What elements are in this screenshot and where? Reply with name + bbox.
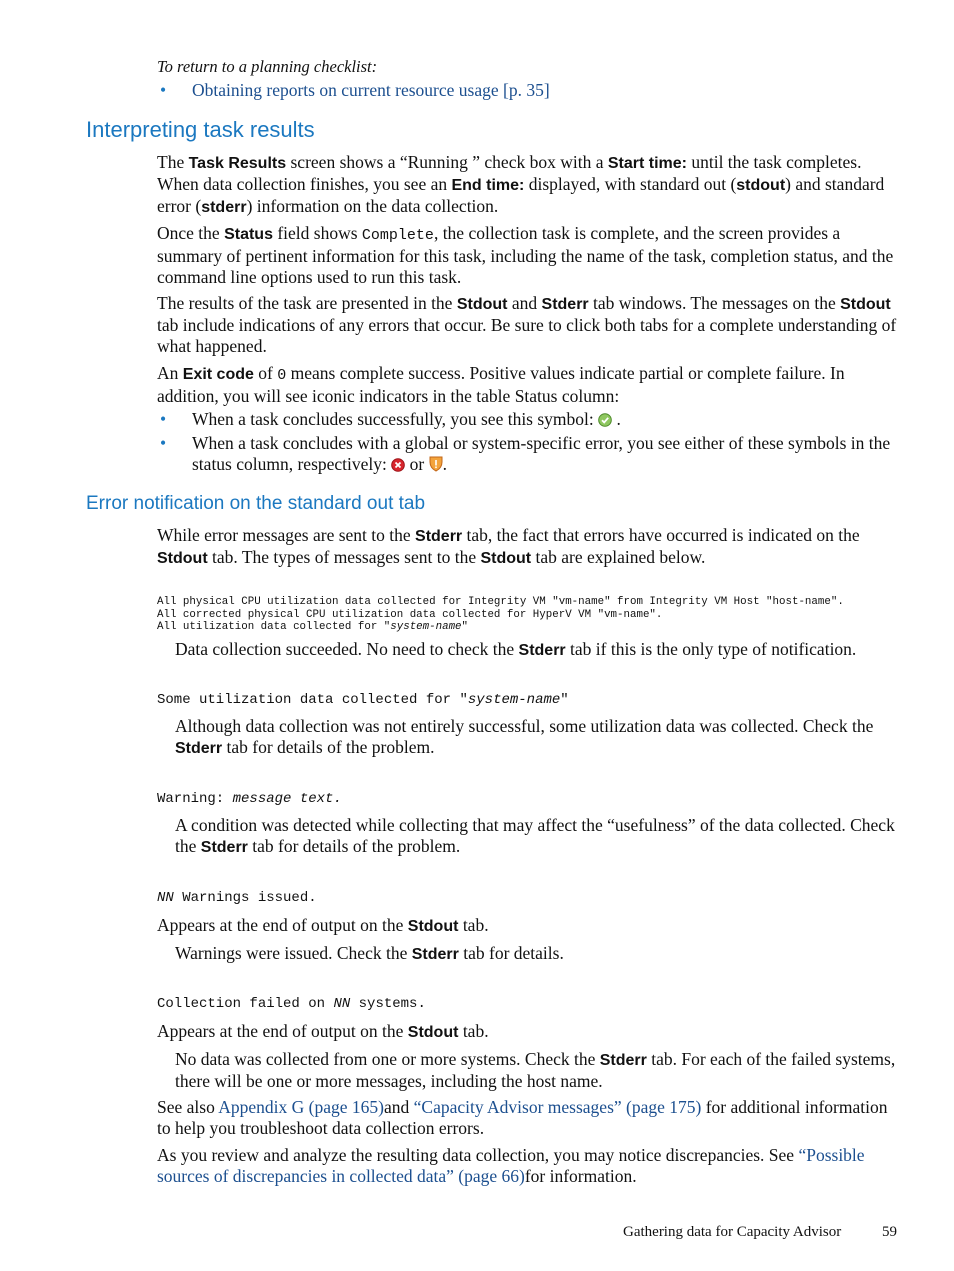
discrepancies-link[interactable]: “Possible sources of discrepancies in collected data” (page 66) [157,1145,865,1186]
code-block-success: All physical CPU utilization data collected for Integrity VM "vm-name" from Integrity VM Host "host-name". All corrected physical CPU utilization data collected for HyperV VM "vm-name". All utilization data collected for "system-name" [157,596,844,633]
paragraph-status: Once the Status field shows Complete, the collection task is complete, and the screen provides a summary of pertinent information for this task, including the name of the task, completion status, and the command line options used to run this task. [157,223,894,287]
note-collection-failed: Appears at the end of output on the Stdout tab. [157,1021,489,1041]
return-label: To return to a planning checklist: [157,57,378,76]
description-warning: A condition was detected while collecting that may affect the “usefulness” of the data collected. Check the Stderr tab for details of the problem. [175,815,895,856]
description-collection-failed: No data was collected from one or more systems. Check the Stderr tab. For each of the failed systems, there will be one or more messages, including the host name. [175,1049,896,1091]
check-circle-icon [598,411,612,425]
description-partial: Although data collection was not entirely successful, some utilization data was collected. Check the Stderr tab for details of the problem. [175,716,874,757]
code-warning: Warning: message text. [157,791,342,807]
page-number: 59 [882,1224,897,1240]
description-success: Data collection succeeded. No need to check the Stderr tab if this is the only type of notification. [175,639,857,659]
code-some-utilization: Some utilization data collected for "system-name" [157,692,569,708]
paragraph-review: As you review and analyze the resulting data collection, you may notice discrepancies. See “Possible sources of discrepancies in collected data” (page 66)for information. [157,1145,865,1186]
code-collection-failed: Collection failed on NN systems. [157,996,426,1012]
note-warnings-issued: Appears at the end of output on the Stdout tab. [157,915,489,935]
appendix-g-link[interactable]: Appendix G (page 165) [218,1097,384,1117]
return-link[interactable]: Obtaining reports on current resource usage [p. 35] [192,80,550,100]
bullet-marker: • [160,80,167,100]
paragraph-task-results: The Task Results screen shows a “Running ” check box with a Start time: until the task completes. When data collection finishes, you see an End time: displayed, with standard out (stdout) and standard error (stderr) information on the data collection. [157,152,885,216]
code-warnings-issued: NN Warnings issued. [157,890,317,906]
bullet-error: When a task concludes with a global or system-specific error, you see either of these symbols in the status column, respectively: or . [192,433,891,474]
warning-shield-icon [429,456,443,470]
paragraph-error-intro: While error messages are sent to the Stderr tab, the fact that errors have occurred is indicated on the Stdout tab. The types of messages sent to the Stdout tab are explained below. [157,525,860,567]
description-warnings-issued: Warnings were issued. Check the Stderr tab for details. [175,943,564,963]
x-circle-icon [391,456,405,470]
paragraph-results: The results of the task are presented in the Stdout and Stderr tab windows. The messages on the Stdout tab include indications of any errors that occur. Be sure to click both tabs for a complete understanding of what happened. [157,293,897,356]
bullet-marker: • [160,409,167,429]
paragraph-see-also: See also Appendix G (page 165)and “Capacity Advisor messages” (page 175) for additional information to help you troubleshoot data collection errors. [157,1097,888,1138]
section-heading-error-notification: Error notification on the standard out tab [86,493,426,514]
section-heading-interpreting: Interpreting task results [86,117,315,142]
bullet-marker: • [160,433,167,453]
paragraph-exit-code: An Exit code of 0 means complete success. Positive values indicate partial or complete failure. In addition, you will see iconic indicators in the table Status column: [157,363,845,406]
bullet-success: When a task concludes successfully, you see this symbol: . [192,409,621,429]
capacity-advisor-messages-link[interactable]: “Capacity Advisor messages” (page 175) [413,1097,702,1117]
footer-title: Gathering data for Capacity Advisor [623,1224,842,1240]
